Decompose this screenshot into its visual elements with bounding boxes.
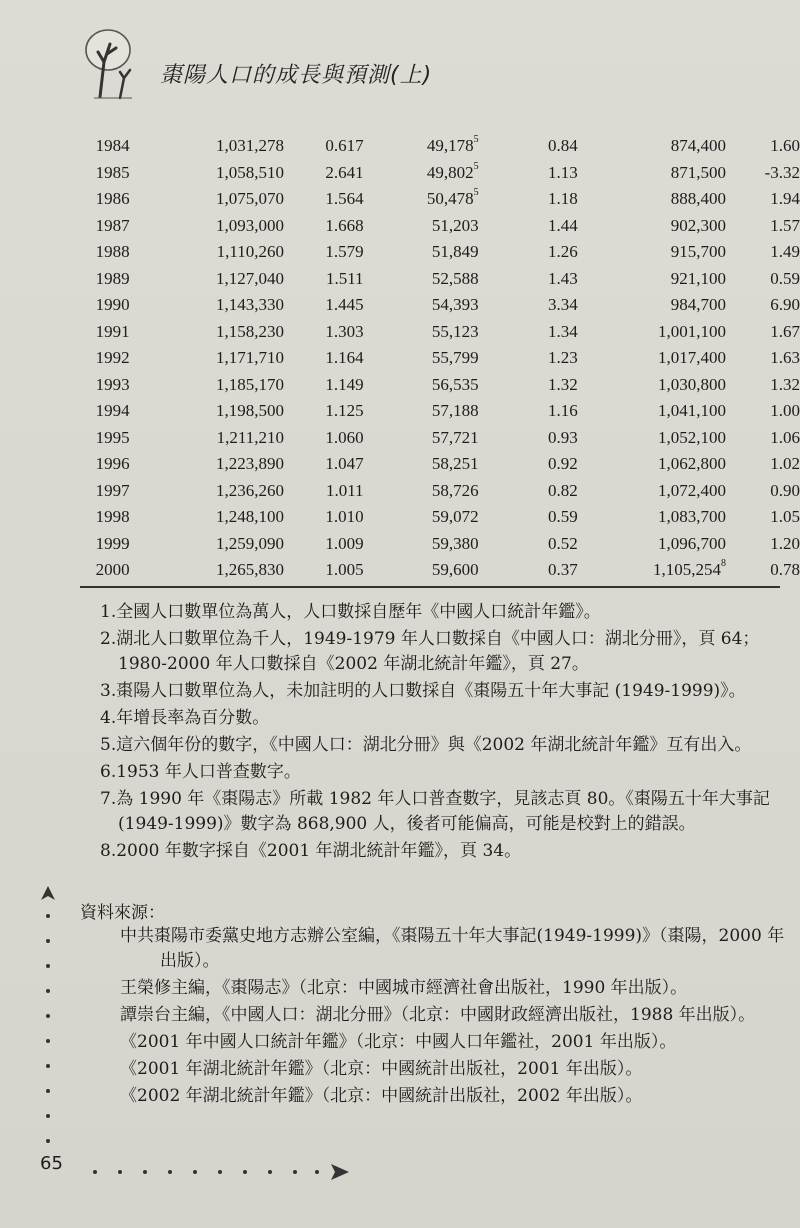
zaoyang-growth-rate-cell: 1.06 <box>770 427 800 447</box>
table-row <box>80 266 800 293</box>
year-cell: 1995 <box>95 427 130 447</box>
hubei-population-cell: 59,600 <box>431 560 479 579</box>
zaoyang-growth-rate-cell: 6.90 <box>770 295 800 314</box>
china-population-cell: 1,236,260 <box>216 480 285 500</box>
china-growth-rate-cell: 1.005 <box>325 560 364 579</box>
china-growth-rate-cell: 0.617 <box>325 136 364 155</box>
china-population-cell: 1,185,170 <box>216 374 285 394</box>
note-item: 5.這六個年份的數字，《中國人口：湖北分冊》與《2002 年湖北統計年鑑》互有出入。 <box>100 735 752 755</box>
note-item: 6.1953 年人口普查數字。 <box>100 762 301 782</box>
china-growth-rate-cell: 1.009 <box>325 533 364 553</box>
china-growth-rate-cell: 1.445 <box>325 295 364 314</box>
table-row <box>80 213 800 240</box>
hubei-growth-rate-cell: 1.18 <box>548 189 578 208</box>
table-row <box>80 504 800 531</box>
hubei-population-cell: 49,802$^5$ <box>426 160 479 182</box>
year-cell: 1984 <box>95 136 130 155</box>
year-cell: 1985 <box>95 162 130 182</box>
tree-logo-icon <box>80 22 150 102</box>
note-item: 8.2000 年數字採自《2001 年湖北統計年鑑》，頁 34。 <box>100 841 522 861</box>
china-growth-rate-cell: 1.668 <box>325 215 364 235</box>
note-item: 3.棗陽人口數單位為人，未加註明的人口數採自《棗陽五十年大事記 (1949-1999)》。 <box>100 681 746 701</box>
hubei-population-cell: 50,478$^5$ <box>426 187 479 208</box>
china-population-cell: 1,211,210 <box>216 427 285 447</box>
source-item: 《2001 年中國人口統計年鑑》（北京：中國人口年鑑社，2001 年出版）。 <box>120 1032 677 1052</box>
hubei-growth-rate-cell: 1.23 <box>548 348 578 367</box>
sources-heading: 資料來源： <box>80 903 165 923</box>
zaoyang-population-cell: 915,700 <box>670 242 726 261</box>
china-population-cell: 1,031,278 <box>216 136 285 155</box>
zaoyang-population-cell: 902,300 <box>670 215 726 235</box>
year-cell: 1992 <box>95 348 130 367</box>
table-row <box>80 531 800 558</box>
zaoyang-population-cell: 1,072,400 <box>658 480 726 500</box>
hubei-growth-rate-cell: 0.84 <box>548 136 578 155</box>
hubei-growth-rate-cell: 1.34 <box>548 321 578 341</box>
hubei-growth-rate-cell: 1.16 <box>548 401 578 420</box>
year-cell: 1988 <box>95 242 130 261</box>
china-growth-rate-cell: 1.010 <box>325 507 364 526</box>
zaoyang-population-cell: 984,700 <box>670 295 726 314</box>
zaoyang-growth-rate-cell: -3.32 <box>764 162 800 182</box>
zaoyang-growth-rate-cell: 1.49 <box>770 242 800 261</box>
hubei-growth-rate-cell: 0.59 <box>548 507 578 526</box>
zaoyang-population-cell: 1,052,100 <box>658 427 726 447</box>
zaoyang-population-cell: 1,096,700 <box>658 533 726 553</box>
table-row <box>80 160 800 187</box>
table-row <box>80 451 800 478</box>
hubei-growth-rate-cell: 0.52 <box>548 533 578 553</box>
china-population-cell: 1,223,890 <box>216 454 285 473</box>
hubei-population-cell: 57,188 <box>431 401 479 420</box>
china-population-cell: 1,248,100 <box>216 507 285 526</box>
table-row <box>80 557 800 584</box>
horizontal-dotted-arrow-icon <box>85 1160 355 1184</box>
year-cell: 1993 <box>95 374 130 394</box>
hubei-growth-rate-cell: 0.93 <box>548 427 578 447</box>
china-population-cell: 1,265,830 <box>216 560 285 579</box>
year-cell: 1990 <box>95 295 130 314</box>
zaoyang-population-cell: 1,041,100 <box>658 401 726 420</box>
running-header-title: 棗陽人口的成長與預測(上) <box>160 63 433 88</box>
hubei-population-cell: 56,535 <box>431 374 479 394</box>
china-population-cell: 1,127,040 <box>216 268 285 288</box>
population-table <box>80 133 800 584</box>
china-growth-rate-cell: 1.011 <box>325 480 364 500</box>
footnote-mark: 5 <box>473 160 479 172</box>
hubei-growth-rate-cell: 1.32 <box>548 374 578 394</box>
hubei-population-cell: 58,251 <box>431 454 479 473</box>
zaoyang-growth-rate-cell: 0.59 <box>770 268 800 288</box>
zaoyang-growth-rate-cell: 1.57 <box>770 215 800 235</box>
china-growth-rate-cell: 1.564 <box>325 189 364 208</box>
china-population-cell: 1,143,330 <box>216 295 285 314</box>
hubei-population-cell: 49,178$^5$ <box>426 134 479 155</box>
year-cell: 1999 <box>95 533 130 553</box>
zaoyang-population-cell: 1,062,800 <box>658 454 726 473</box>
china-population-cell: 1,171,710 <box>216 348 285 367</box>
china-growth-rate-cell: 2.641 <box>325 162 364 182</box>
china-growth-rate-cell: 1.060 <box>325 427 364 447</box>
zaoyang-growth-rate-cell: 1.02 <box>770 454 800 473</box>
hubei-population-cell: 57,721 <box>431 427 479 447</box>
source-item: 譚崇台主編，《中國人口：湖北分冊》（北京：中國財政經濟出版社，1988 年出版）。 <box>120 1005 756 1025</box>
hubei-population-cell: 51,849 <box>431 242 479 261</box>
hubei-population-cell: 52,588 <box>431 268 479 288</box>
year-cell: 1997 <box>95 480 130 500</box>
note-item: 7.為 1990 年《棗陽志》所載 1982 年人口普查數字，見該志頁 80。《棗陽五十年大事記(1949-1999)》數字為 868,900 人，後者可能偏高，可能是校對上的錯誤。 <box>100 789 770 834</box>
table-row <box>80 478 800 505</box>
vertical-dotted-arrow-icon <box>38 886 58 1176</box>
hubei-growth-rate-cell: 3.34 <box>548 295 578 314</box>
hubei-growth-rate-cell: 1.26 <box>548 242 578 261</box>
zaoyang-growth-rate-cell: 0.78 <box>770 560 800 579</box>
table-row <box>80 292 800 319</box>
table-row <box>80 186 800 213</box>
footnote-mark: 8 <box>721 558 726 569</box>
zaoyang-growth-rate-cell: 1.60 <box>770 136 800 155</box>
zaoyang-growth-rate-cell: 1.94 <box>770 189 800 208</box>
hubei-growth-rate-cell: 1.43 <box>548 268 578 288</box>
china-growth-rate-cell: 1.579 <box>325 242 364 261</box>
source-item: 《2001 年湖北統計年鑑》（北京：中國統計出版社，2001 年出版）。 <box>120 1059 643 1079</box>
zaoyang-population-cell: 1,017,400 <box>658 348 726 367</box>
source-item: 王榮修主編，《棗陽志》（北京：中國城市經濟社會出版社，1990 年出版）。 <box>120 978 688 998</box>
year-cell: 1991 <box>95 321 130 341</box>
page-number: 65 <box>40 1153 63 1174</box>
zaoyang-population-cell: 1,030,800 <box>658 374 726 394</box>
hubei-growth-rate-cell: 1.13 <box>548 162 578 182</box>
zaoyang-population-cell: 871,500 <box>670 162 726 182</box>
zaoyang-growth-rate-cell: 1.20 <box>770 533 800 553</box>
hubei-growth-rate-cell: 1.44 <box>548 215 578 235</box>
hubei-growth-rate-cell: 0.37 <box>548 560 578 579</box>
table-row <box>80 345 800 372</box>
hubei-population-cell: 58,726 <box>431 480 479 500</box>
hubei-growth-rate-cell: 0.92 <box>548 454 578 473</box>
sources-list <box>120 924 790 1111</box>
china-growth-rate-cell: 1.511 <box>325 268 364 288</box>
table-row <box>80 398 800 425</box>
china-population-cell: 1,075,070 <box>216 189 285 208</box>
year-cell: 1986 <box>95 189 130 208</box>
note-item: 2.湖北人口數單位為千人，1949-1979 年人口數採自《中國人口：湖北分冊》，頁 64；1980-2000 年人口數採自《2002 年湖北統計年鑑》，頁 27。 <box>100 629 760 674</box>
hubei-population-cell: 54,393 <box>431 295 479 314</box>
note-item: 1.全國人口數單位為萬人，人口數採自歷年《中國人口統計年鑑》。 <box>100 602 601 622</box>
year-cell: 1994 <box>95 401 130 420</box>
zaoyang-growth-rate-cell: 1.67 <box>770 321 800 341</box>
china-growth-rate-cell: 1.125 <box>325 401 364 420</box>
source-item: 中共棗陽市委黨史地方志辦公室編，《棗陽五十年大事記(1949-1999)》（棗陽，2000 年出版）。 <box>120 926 785 971</box>
table-row <box>80 133 800 160</box>
china-growth-rate-cell: 1.303 <box>325 321 364 341</box>
table-row <box>80 425 800 452</box>
zaoyang-population-cell: 1,105,254$^8$ <box>653 558 726 579</box>
zaoyang-population-cell: 1,083,700 <box>658 507 726 526</box>
zaoyang-growth-rate-cell: 1.05 <box>770 507 800 526</box>
china-population-cell: 1,093,000 <box>216 215 285 235</box>
china-growth-rate-cell: 1.149 <box>325 374 364 394</box>
table-row <box>80 372 800 399</box>
year-cell: 1996 <box>95 454 130 473</box>
china-population-cell: 1,259,090 <box>216 533 285 553</box>
hubei-population-cell: 59,380 <box>431 533 479 553</box>
hubei-population-cell: 59,072 <box>431 507 479 526</box>
table-row <box>80 239 800 266</box>
table-row <box>80 319 800 346</box>
china-growth-rate-cell: 1.047 <box>325 454 364 473</box>
year-cell: 1987 <box>95 215 130 235</box>
zaoyang-population-cell: 1,001,100 <box>658 321 726 341</box>
hubei-population-cell: 55,123 <box>431 321 479 341</box>
year-cell: 2000 <box>95 560 130 579</box>
zaoyang-population-cell: 921,100 <box>670 268 726 288</box>
china-population-cell: 1,110,260 <box>216 242 285 261</box>
zaoyang-population-cell: 874,400 <box>670 136 726 155</box>
source-item: 《2002 年湖北統計年鑑》（北京：中國統計出版社，2002 年出版）。 <box>120 1086 643 1106</box>
zaoyang-population-cell: 888,400 <box>670 189 726 208</box>
zaoyang-growth-rate-cell: 0.90 <box>770 480 800 500</box>
china-population-cell: 1,198,500 <box>216 401 285 420</box>
zaoyang-growth-rate-cell: 1.00 <box>770 401 800 420</box>
china-population-cell: 1,058,510 <box>216 162 285 182</box>
hubei-population-cell: 51,203 <box>431 215 479 235</box>
zaoyang-growth-rate-cell: 1.63 <box>770 348 800 367</box>
footnote-mark: 5 <box>473 187 479 198</box>
hubei-growth-rate-cell: 0.82 <box>548 480 578 500</box>
hubei-population-cell: 55,799 <box>431 348 479 367</box>
table-bottom-rule <box>80 586 780 588</box>
year-cell: 1989 <box>95 268 130 288</box>
china-population-cell: 1,158,230 <box>216 321 285 341</box>
footnote-mark: 5 <box>473 134 479 145</box>
china-growth-rate-cell: 1.164 <box>325 348 364 367</box>
zaoyang-growth-rate-cell: 1.32 <box>770 374 800 394</box>
note-item: 4.年增長率為百分數。 <box>100 708 270 728</box>
table-notes <box>100 600 790 866</box>
year-cell: 1998 <box>95 507 130 526</box>
